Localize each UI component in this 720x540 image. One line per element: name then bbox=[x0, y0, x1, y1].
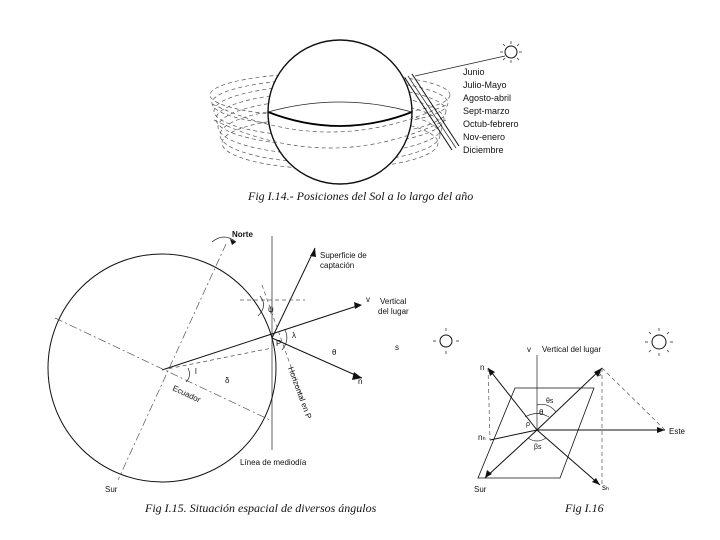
linea-mediodia-label: Línea de mediodía bbox=[240, 458, 307, 467]
superficie-label: Superficie de bbox=[320, 251, 367, 260]
month-label: Octub-febrero bbox=[463, 119, 519, 129]
month-label: Nov-enero bbox=[463, 132, 506, 142]
theta-label: θ bbox=[332, 348, 337, 357]
v-vector-label: v bbox=[366, 295, 370, 304]
l-label: l bbox=[195, 367, 197, 376]
s-vector-label: s bbox=[597, 369, 601, 378]
este-label: Este bbox=[669, 427, 686, 436]
captacion-label: captación bbox=[320, 261, 355, 270]
earth-globe bbox=[268, 40, 412, 184]
n-vector-label: n bbox=[358, 377, 363, 386]
p-label: P bbox=[276, 339, 282, 348]
fig-1-15 bbox=[48, 230, 409, 515]
vertical-label: Vertical bbox=[380, 297, 407, 306]
month-label: Julio-Mayo bbox=[463, 80, 507, 90]
ecuador-label: Ecuador bbox=[171, 383, 202, 405]
delta-label: δ bbox=[225, 376, 230, 385]
theta-label: θ bbox=[539, 408, 544, 417]
fig-1-16 bbox=[433, 328, 686, 515]
fig-1-16-caption: Fig I.16 bbox=[565, 501, 604, 515]
vertical-lugar-label: Vertical del lugar bbox=[542, 345, 602, 354]
sun-icon bbox=[645, 328, 673, 356]
rho-label: ρ bbox=[526, 421, 530, 428]
thetas-label: θs bbox=[546, 398, 554, 405]
horizontal-label: Horizontal en P bbox=[286, 365, 314, 421]
nh-vector-label: nₕ bbox=[478, 433, 486, 442]
betas-label: βs bbox=[534, 444, 542, 451]
sun-icon bbox=[500, 41, 522, 63]
n-vector-label: n bbox=[480, 363, 485, 372]
equator-line bbox=[55, 318, 270, 420]
fig-1-15-caption: Fig I.15. Situación espacial de diversos ángulos bbox=[145, 501, 377, 515]
sh-vector-label: sₕ bbox=[602, 483, 610, 492]
s-vector-label: s bbox=[395, 343, 399, 352]
del-lugar-label: del lugar bbox=[378, 307, 409, 316]
lambda-label: λ bbox=[292, 331, 296, 340]
earth-circle bbox=[48, 254, 276, 482]
psi-label: ψ bbox=[268, 305, 274, 314]
sun-icon bbox=[433, 328, 459, 354]
sur-label: Sur bbox=[474, 485, 487, 494]
month-label: Sept-marzo bbox=[463, 106, 510, 116]
sh-vector bbox=[537, 430, 600, 485]
sur-label: Sur bbox=[105, 485, 118, 494]
local-vertical bbox=[162, 305, 360, 370]
fig-1-14 bbox=[210, 40, 522, 203]
south-axis bbox=[485, 430, 537, 478]
surface-normal bbox=[272, 248, 315, 338]
month-labels bbox=[463, 67, 519, 155]
month-label: Junio bbox=[463, 67, 485, 77]
polar-axis bbox=[118, 244, 226, 480]
month-label: Diciembre bbox=[463, 145, 504, 155]
month-label: Agosto-abril bbox=[463, 93, 512, 103]
v-vector-label: v bbox=[527, 345, 531, 354]
fig-1-14-caption: Fig I.14.- Posiciones del Sol a lo largo del año bbox=[248, 189, 474, 203]
norte-label: Norte bbox=[232, 230, 253, 239]
